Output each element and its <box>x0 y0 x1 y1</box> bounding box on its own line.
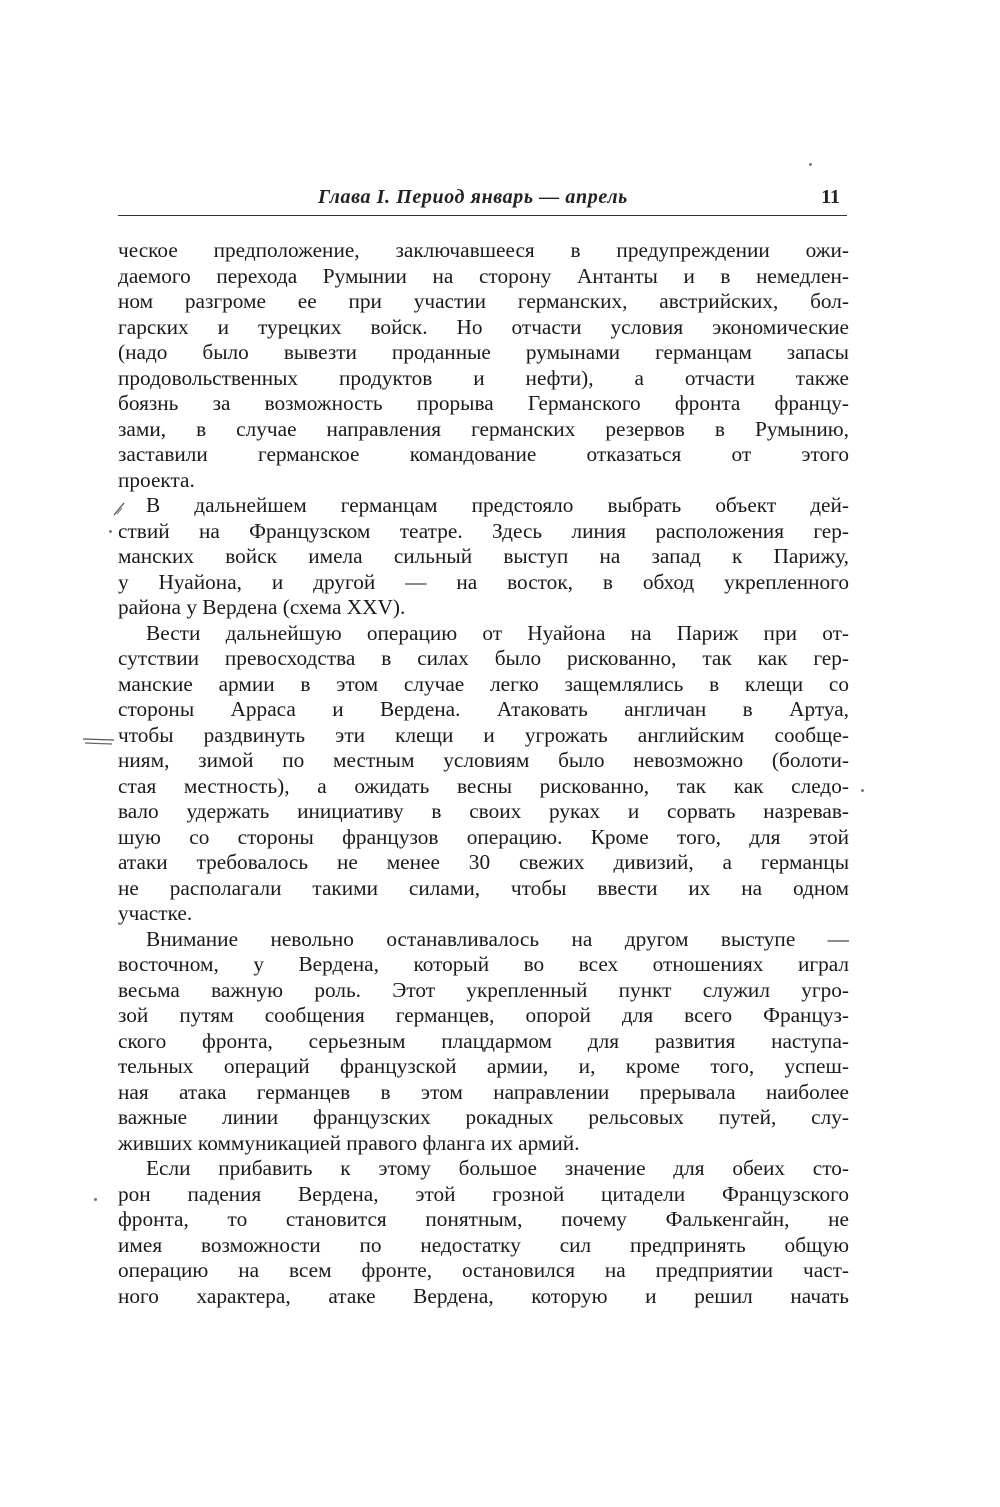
header-rule <box>118 215 847 216</box>
text-line: боязнь за возможность прорыва Германского фронта францу- <box>118 391 849 415</box>
text-line: ном разгроме ее при участии германских, австрийских, бол- <box>118 289 849 313</box>
text-line: чтобы раздвинуть эти клещи и угрожать английским сообще- <box>118 722 849 747</box>
text-line: операцию на всем фронте, остановился на предприятии част- <box>118 1258 849 1282</box>
text-line: атаки требовалось не менее 30 свежих дивизий, а германцы <box>118 850 849 874</box>
page-number: 11 <box>821 186 840 208</box>
text-line: зой путям сообщения германцев, опорой для всего Француз- <box>118 1003 849 1027</box>
scan-speck <box>809 163 812 166</box>
text-line: продовольственных продуктов и нефти), а отчасти также <box>118 365 849 390</box>
text-line: весьма важную роль. Этот укрепленный пункт служил угро- <box>118 977 849 1002</box>
text-line: фронта, то становится понятным, почему Фалькенгайн, не <box>118 1207 849 1231</box>
text-line: стая местность), а ожидать весны рискованно, так как следо- <box>118 773 849 798</box>
scan-speck <box>861 789 864 792</box>
paragraph-first-line: Вести дальнейшую операцию от Нуайона на Париж при от- <box>146 620 849 645</box>
margin-dash-mark <box>82 736 116 748</box>
text-line: важные линии французских рокадных рельсовых путей, слу- <box>118 1105 849 1129</box>
text-line: ного характера, атаке Вердена, которую и решил начать <box>118 1283 849 1308</box>
text-line: ческое предположение, заключавшееся в предупреждении ожи- <box>118 238 849 262</box>
chapter-title: Глава I. Период январь — апрель <box>318 186 628 208</box>
scan-speck <box>94 1198 97 1201</box>
paragraph-first-line: В дальнейшем германцам предстояло выбрать объект дей- <box>146 493 849 517</box>
body-text <box>118 238 849 1309</box>
text-line: стороны Арраса и Вердена. Атаковать англичан в Артуа, <box>118 697 849 721</box>
text-line: рон падения Вердена, этой грозной цитадели Французского <box>118 1181 849 1206</box>
scan-speck <box>109 530 112 533</box>
text-line: восточном, у Вердена, который во всех отношениях играл <box>118 952 849 976</box>
text-line: гарских и турецких войск. Но отчасти условия экономические <box>118 314 849 339</box>
text-line: шую со стороны французов операцию. Кроме того, для этой <box>118 824 849 849</box>
text-line: вало удержать инициативу в своих руках и сорвать назревав- <box>118 799 849 823</box>
text-line: тельных операций французской армии, и, кроме того, успеш- <box>118 1054 849 1078</box>
paragraph-end-line: проекта. <box>118 467 195 492</box>
paragraph-end-line: района у Вердена (схема XXV). <box>118 595 406 619</box>
text-line: ная атака германцев в этом направлении прерывала наиболее <box>118 1079 849 1104</box>
text-line: не располагали такими силами, чтобы ввести их на одном <box>118 875 849 900</box>
text-line: зами, в случае направления германских резервов в Румынию, <box>118 416 849 441</box>
paragraph-first-line: Если прибавить к этому большое значение для обеих сто- <box>146 1156 849 1180</box>
text-line: у Нуайона, и другой — на восток, в обход укрепленного <box>118 569 849 594</box>
text-line: (надо было вывезти проданные румынами германцам запасы <box>118 340 849 364</box>
running-head <box>118 183 848 213</box>
text-line: ниям, зимой по местным условиям было невозможно (болоти- <box>118 748 849 772</box>
paragraph-first-line: Внимание невольно останавливалось на другом выступе — <box>146 926 849 951</box>
text-line: заставили германское командование отказаться от этого <box>118 442 849 466</box>
paragraph-end-line: участке. <box>118 901 193 925</box>
text-line: сутствии превосходства в силах было рискованно, так как гер- <box>118 646 849 670</box>
text-line: имея возможности по недостатку сил предпринять общую <box>118 1232 849 1257</box>
text-line: даемого перехода Румынии на сторону Антанты и в немедлен- <box>118 263 849 288</box>
paragraph-end-line: живших коммуникацией правого фланга их армий. <box>118 1130 580 1155</box>
text-line: манских войск имела сильный выступ на запад к Парижу, <box>118 544 849 568</box>
text-line: манские армии в этом случае легко защемлялись в клещи со <box>118 671 849 696</box>
text-line: ского фронта, серьезным плацдармом для развития наступа- <box>118 1028 849 1053</box>
text-line: ствий на Французском театре. Здесь линия расположения гер- <box>118 518 849 543</box>
margin-tick-mark <box>112 500 126 518</box>
